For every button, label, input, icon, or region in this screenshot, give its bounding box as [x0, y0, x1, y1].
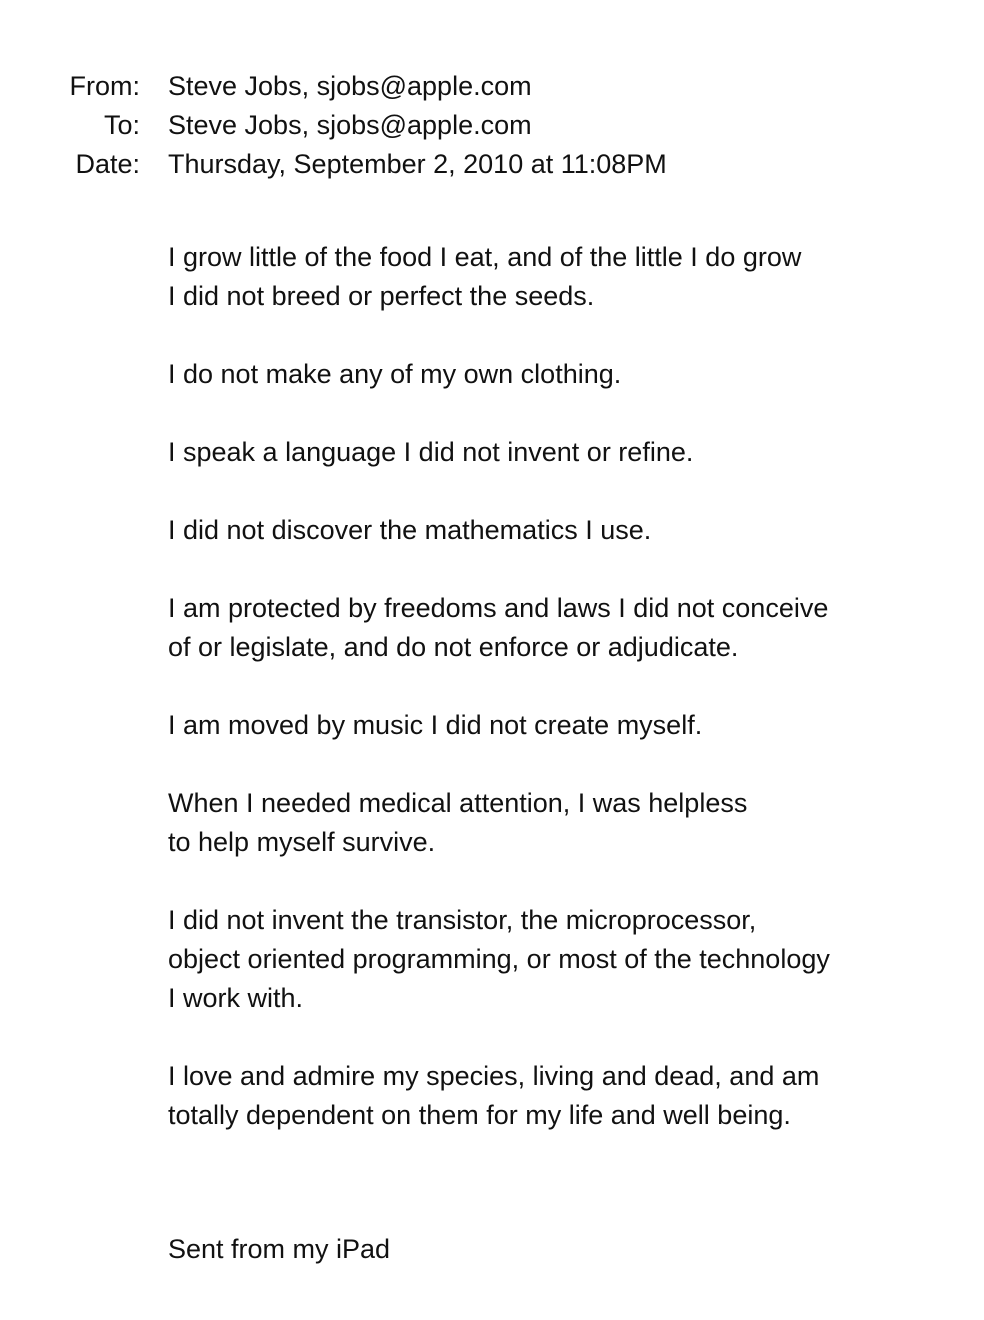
from-label: From:: [69, 71, 140, 101]
body-line: I love and admire my species, living and dead, and am: [168, 1061, 820, 1091]
email-signature: Sent from my iPad: [168, 1234, 391, 1264]
paragraph: [168, 1057, 958, 1135]
paragraph: [168, 355, 958, 394]
body-line: I am protected by freedoms and laws I did not conceive: [168, 593, 829, 623]
to-row: [0, 106, 984, 145]
body-line: I did not invent the transistor, the microprocessor,: [168, 905, 757, 935]
body-line: I speak a language I did not invent or refine.: [168, 437, 694, 467]
body-line: totally dependent on them for my life and well being.: [168, 1100, 791, 1130]
body-line: I do not make any of my own clothing.: [168, 359, 622, 389]
paragraph: [168, 511, 958, 550]
paragraph: [168, 589, 958, 667]
body-line: I did not breed or perfect the seeds.: [168, 281, 595, 311]
paragraph: [168, 706, 958, 745]
email-body: [168, 238, 958, 1174]
body-line: object oriented programming, or most of the technology: [168, 944, 830, 974]
date-value: Thursday, September 2, 2010 at 11:08PM: [168, 149, 667, 179]
date-label: Date:: [75, 149, 140, 179]
body-line: I work with.: [168, 983, 304, 1013]
date-row: [0, 145, 984, 184]
body-line: I am moved by music I did not create myself.: [168, 710, 703, 740]
body-line: I did not discover the mathematics I use.: [168, 515, 652, 545]
paragraph: [168, 901, 958, 1018]
body-line: I grow little of the food I eat, and of the little I do grow: [168, 242, 802, 272]
to-label: To:: [103, 110, 140, 140]
body-line: of or legislate, and do not enforce or adjudicate.: [168, 632, 739, 662]
paragraph: [168, 238, 958, 316]
from-value: Steve Jobs, sjobs@apple.com: [168, 71, 532, 101]
from-row: [0, 67, 984, 106]
email-header: [0, 67, 984, 184]
body-line: When I needed medical attention, I was helpless: [168, 788, 748, 818]
paragraph: [168, 433, 958, 472]
body-line: to help myself survive.: [168, 827, 436, 857]
to-value: Steve Jobs, sjobs@apple.com: [168, 110, 532, 140]
paragraph: [168, 784, 958, 862]
